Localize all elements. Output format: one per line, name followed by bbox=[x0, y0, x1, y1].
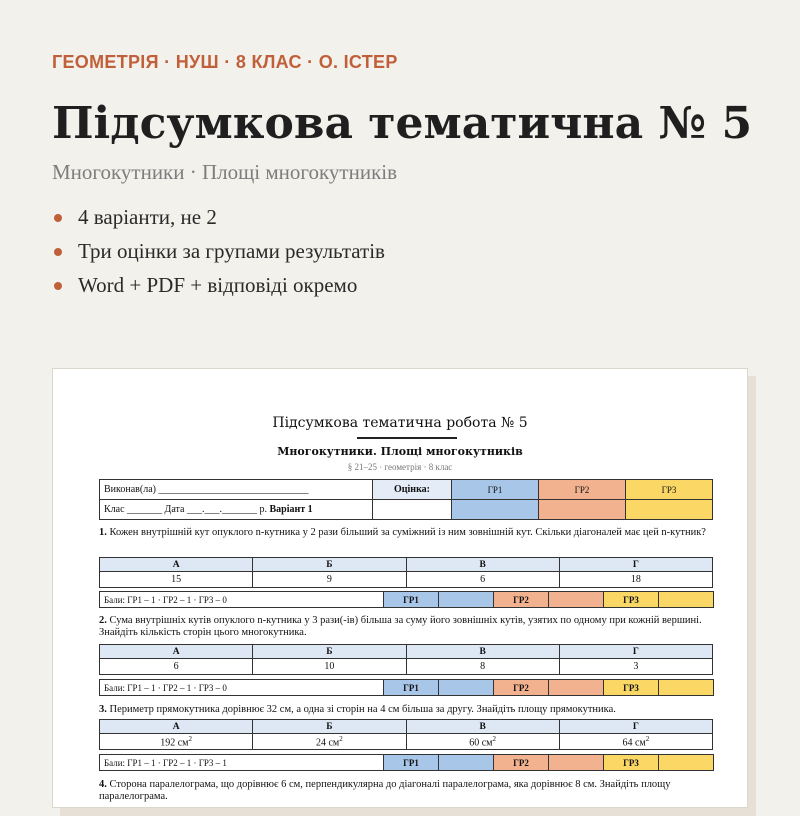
task-2-score-row bbox=[99, 679, 714, 696]
answer-cell: 9 bbox=[253, 572, 406, 588]
option-d-header: Г bbox=[559, 720, 712, 734]
gr3-tag: ГР3 bbox=[604, 755, 659, 771]
gr3-grade-cell bbox=[626, 500, 713, 520]
gr2-grade-cell bbox=[539, 500, 626, 520]
gr2-box bbox=[549, 680, 604, 696]
bullet-dot-icon bbox=[54, 248, 62, 256]
answer-cell: 18 bbox=[559, 572, 712, 588]
option-a-header: А bbox=[100, 720, 253, 734]
answer-cell: 6 bbox=[406, 572, 559, 588]
gr2-tag: ГР2 bbox=[494, 755, 549, 771]
option-c-header: В bbox=[406, 558, 559, 572]
option-b-header: Б bbox=[253, 720, 406, 734]
gr1-grade-cell bbox=[452, 500, 539, 520]
gr1-tag: ГР1 bbox=[384, 680, 439, 696]
performer-field: Виконав(ла) ______________________________ bbox=[100, 480, 373, 500]
page-subtitle: Многокутники · Площі многокутників bbox=[52, 160, 398, 184]
category-kicker: ГЕОМЕТРІЯ · НУШ · 8 КЛАС · О. ІСТЕР bbox=[52, 52, 398, 72]
option-c-header: В bbox=[406, 720, 559, 734]
option-a-header: А bbox=[100, 645, 253, 659]
gr1-box bbox=[439, 755, 494, 771]
option-d-header: Г bbox=[559, 645, 712, 659]
task-1-answers bbox=[99, 557, 713, 588]
document-meta: § 21–25 · геометрія · 8 клас bbox=[347, 462, 453, 472]
task-2-answers bbox=[99, 644, 713, 675]
feature-list bbox=[52, 200, 385, 302]
gr2-tag: ГР2 bbox=[494, 680, 549, 696]
gr1-tag: ГР1 bbox=[384, 592, 439, 608]
gr1-box bbox=[439, 680, 494, 696]
task-3-text: 3. Периметр прямокутника дорівнює 32 см, а одна зі сторін на 4 см більша за другу. Знайдіть площу прямокутника. bbox=[99, 704, 616, 715]
grade-blank-cell bbox=[373, 500, 452, 520]
gr3-header: ГР3 bbox=[626, 480, 713, 500]
score-text: Бали: ГР1 – 1 · ГР2 – 1 · ГР3 – 0 bbox=[100, 592, 384, 608]
task-1-score-row bbox=[99, 591, 714, 608]
class-date-field: Клас _______ Дата ___.___._______ р. Варіант 1 bbox=[100, 500, 373, 520]
gr1-header: ГР1 bbox=[452, 480, 539, 500]
gr2-box bbox=[549, 592, 604, 608]
task-1-text: 1. Кожен внутрішній кут опуклого n-кутника у 2 рази більший за суміжний із ним зовнішній кут. Скільки діагоналей має цей n-кутник? bbox=[99, 527, 706, 538]
gr3-box bbox=[659, 592, 714, 608]
grade-label: Оцінка: bbox=[373, 480, 452, 500]
answer-cell: 3 bbox=[559, 659, 712, 675]
document-preview bbox=[52, 368, 748, 808]
option-c-header: В bbox=[406, 645, 559, 659]
title-underline bbox=[357, 437, 457, 439]
gr2-box bbox=[549, 755, 604, 771]
option-b-header: Б bbox=[253, 558, 406, 572]
task-2-text: 2. Сума внутрішніх кутів опуклого n-кутника у 3 рази(-ів) більша за суму його зовнішніх кутів, узятих по одному при кожній вершині. Знайдіть кількість сторін цього многокутника. bbox=[99, 615, 702, 638]
task-3-answers bbox=[99, 719, 713, 750]
bullet-dot-icon bbox=[54, 214, 62, 222]
gr1-box bbox=[439, 592, 494, 608]
task-4-text: 4. Сторона паралелограма, що дорівнює 6 см, перпендикулярна до діагоналі паралелограма, яка дорівнює 8 см. Знайдіть площу паралелограма. bbox=[99, 779, 671, 802]
student-info-table bbox=[99, 479, 713, 520]
option-b-header: Б bbox=[253, 645, 406, 659]
answer-cell: 60 $см^2$ bbox=[406, 734, 559, 750]
document-title: Підсумкова тематична робота № 5 bbox=[272, 415, 528, 431]
gr2-tag: ГР2 bbox=[494, 592, 549, 608]
answer-cell: 15 bbox=[100, 572, 253, 588]
feature-item: Три оцінки за групами результатів bbox=[52, 234, 385, 268]
answer-cell: 10 bbox=[253, 659, 406, 675]
answer-cell: 6 bbox=[100, 659, 253, 675]
gr3-tag: ГР3 bbox=[604, 592, 659, 608]
answer-cell: 8 bbox=[406, 659, 559, 675]
gr3-box bbox=[659, 755, 714, 771]
gr3-tag: ГР3 bbox=[604, 680, 659, 696]
answer-cell: 64 $см^2$ bbox=[559, 734, 712, 750]
page-title: Підсумкова тематична № 5 bbox=[52, 98, 753, 149]
feature-item: 4 варіанти, не 2 bbox=[52, 200, 385, 234]
score-text: Бали: ГР1 – 1 · ГР2 – 1 · ГР3 – 1 bbox=[100, 755, 384, 771]
task-3-score-row bbox=[99, 754, 714, 771]
option-d-header: Г bbox=[559, 558, 712, 572]
answer-cell: 192 $см^2$ bbox=[100, 734, 253, 750]
document-subtitle: Многокутники. Площі многокутників bbox=[277, 445, 523, 458]
gr2-header: ГР2 bbox=[539, 480, 626, 500]
answer-cell: 24 $см^2$ bbox=[253, 734, 406, 750]
option-a-header: А bbox=[100, 558, 253, 572]
gr1-tag: ГР1 bbox=[384, 755, 439, 771]
gr3-box bbox=[659, 680, 714, 696]
bullet-dot-icon bbox=[54, 282, 62, 290]
feature-item: Word + PDF + відповіді окремо bbox=[52, 268, 385, 302]
score-text: Бали: ГР1 – 1 · ГР2 – 1 · ГР3 – 0 bbox=[100, 680, 384, 696]
